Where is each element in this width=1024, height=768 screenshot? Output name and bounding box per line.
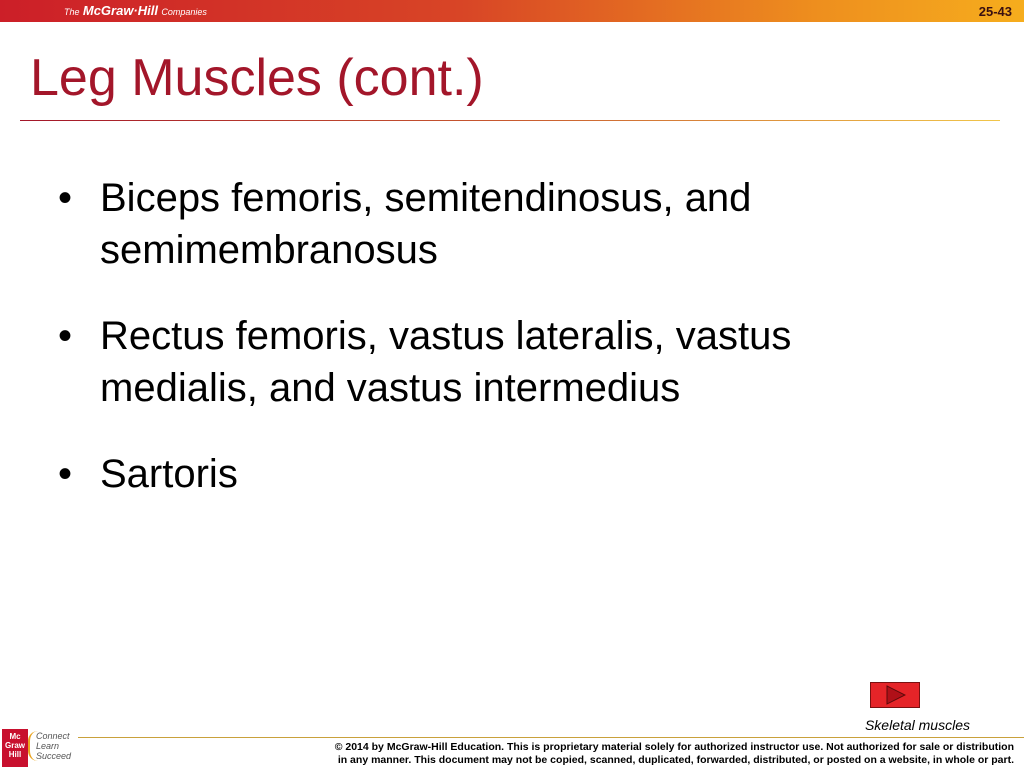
- logo-line: Hill: [8, 750, 22, 759]
- bullet-item: [58, 448, 958, 500]
- bullet-list: [58, 172, 958, 534]
- logo-line: Graw: [4, 741, 25, 750]
- tagline: [36, 731, 71, 761]
- bullet-icon: •: [58, 452, 73, 496]
- slide-number: 25-43: [978, 4, 1012, 19]
- bullet-icon: •: [58, 314, 73, 358]
- bullet-icon: •: [58, 176, 73, 220]
- tagline-line: Succeed: [36, 751, 72, 761]
- bullet-item: [58, 310, 958, 414]
- logo-line: Mc: [9, 732, 21, 741]
- bullet-item: [58, 172, 958, 276]
- copyright-line: in any manner. This document may not be copied, scanned, duplicated, forwarded, distributed, or posted on a website, in whole or part.: [337, 754, 1014, 766]
- bullet-text: Rectus femoris, vastus lateralis, vastus medialis, and vastus intermedius: [100, 314, 792, 410]
- copyright-notice: [294, 741, 1014, 767]
- tagline-line: Learn: [36, 741, 60, 751]
- brand-logo: [64, 3, 207, 18]
- swoosh-icon: [28, 731, 40, 761]
- slide-title: Leg Muscles (cont.): [30, 49, 484, 107]
- play-arrow-icon: [886, 685, 906, 705]
- skeletal-muscles-link-button[interactable]: [870, 682, 920, 708]
- brand-suffix: Companies: [161, 7, 207, 17]
- title-divider: [20, 120, 1000, 121]
- bullet-text: Sartoris: [100, 452, 238, 496]
- link-caption: Skeletal muscles: [864, 717, 970, 733]
- brand-name: McGraw·Hill: [82, 3, 158, 18]
- mcgraw-hill-logo: [2, 729, 28, 767]
- bullet-text: Biceps femoris, semitendinosus, and semimembranosus: [100, 176, 752, 272]
- brand-prefix: The: [64, 7, 80, 17]
- copyright-line: © 2014 by McGraw-Hill Education. This is proprietary material solely for authorized instructor use. Not authorized for sale or distribution: [334, 741, 1014, 753]
- footer-divider: [78, 737, 1024, 738]
- tagline-line: Connect: [36, 731, 70, 741]
- header-bar: [0, 0, 1024, 22]
